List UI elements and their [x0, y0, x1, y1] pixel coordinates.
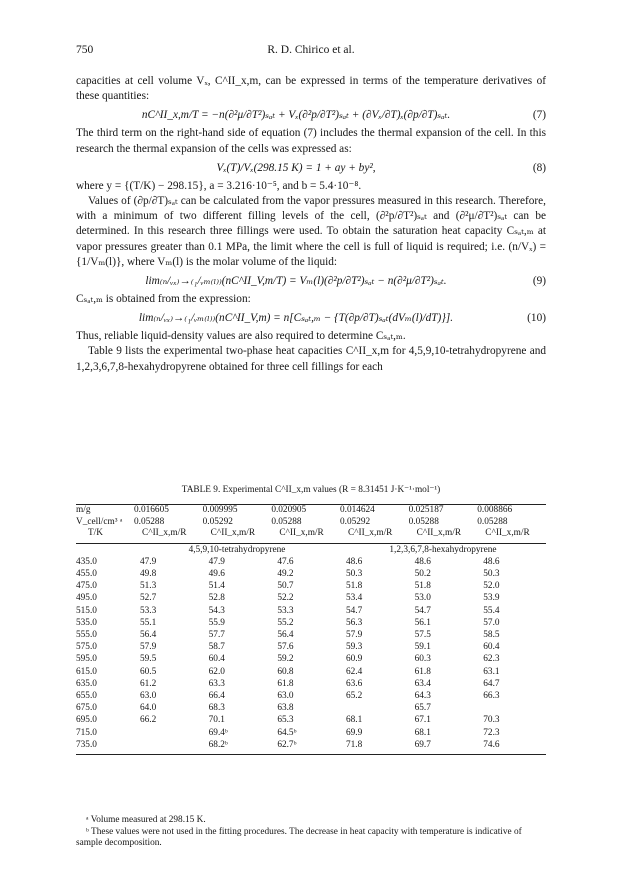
temperature-cell: 595.0 [76, 654, 97, 665]
heat-capacity-cell: 63.8 [277, 703, 294, 714]
unit-cell: C^II_x,m/R [279, 528, 324, 538]
group-label-hexahydropyrene: 1,2,3,6,7,8-hexahydropyrene [389, 544, 497, 555]
temperature-cell: 535.0 [76, 617, 97, 628]
heat-capacity-cell [134, 739, 203, 751]
mass-cell: 0.009995 [202, 505, 238, 515]
table-row [76, 666, 546, 678]
unit-cell: C^II_x,m/R [347, 528, 393, 538]
heat-capacity-cell: 47.6 [277, 556, 294, 567]
heat-capacity-cell: 60.4 [483, 642, 500, 653]
heat-capacity-cell: 63.3 [208, 678, 225, 689]
heat-capacity-cell [477, 702, 546, 714]
heat-capacity-cell: 70.3 [483, 715, 500, 726]
footnote-b: ᵇ These values were not used in the fitting procedures. The decrease in heat capacity with temperature is indicative of sample decomposition. [76, 826, 522, 848]
paragraph: Cₛₐₜ,ₘ is obtained from the expression: [76, 293, 251, 306]
volume-cell: 0.05292 [202, 516, 233, 527]
equation-expression: lim₍ₙ/ᵥₓ₎→₍₁/ᵥₘ₍ₗ₎₎(nC^II_V,m/T) = Vₘ(l)(∂²p/∂T²)ₛₐₜ − n(∂²μ/∂T²)ₛₐₜ. [145, 275, 447, 288]
table-row [76, 580, 546, 592]
heat-capacity-cell: 52.7 [140, 593, 157, 604]
mass-cell: 0.016605 [134, 505, 169, 515]
heat-capacity-cell: 56.4 [140, 629, 157, 640]
heat-capacity-cell: 57.9 [140, 642, 157, 653]
heat-capacity-cell: 59.5 [140, 654, 157, 665]
footnote-a: ᵃ Volume measured at 298.15 K. [86, 815, 206, 825]
equation-number: (9) [532, 275, 546, 288]
table-row [76, 727, 546, 739]
data-table [76, 504, 546, 755]
paragraph: Values of (∂p/∂T)ₛₐₜ can be calculated from the vapor pressures measured in this research. Therefore, with a minimum of two different filling levels of the cell, (∂²p/∂T²)ₛₐₜ and (∂²μ/∂T²)ₛₐₜ can be determined. In this research three fillings were used. To obtain the saturation heat capacity Cₛₐₜ,ₘ at vapor pressures greater than 0.1 MPa, the limit where the cell is full of liquid is required; i.e. (n/Vₓ) = {1/Vₘ(l)}, where Vₘ(l) is the molar volume of the liquid: [76, 195, 546, 268]
equation-10 [76, 307, 546, 329]
heat-capacity-cell: 49.6 [208, 568, 225, 579]
table-row [76, 592, 546, 604]
heat-capacity-cell: 69.7 [414, 739, 431, 750]
unit-cell: C^II_x,m/R [210, 528, 256, 538]
heat-capacity-cell: 65.2 [345, 690, 363, 701]
heat-capacity-cell: 50.3 [483, 568, 500, 579]
heat-capacity-cell: 64.7 [483, 678, 500, 689]
temperature-cell: 575.0 [76, 642, 97, 653]
mass-cell: 0.020905 [271, 505, 307, 515]
heat-capacity-cell: 63.0 [277, 690, 294, 701]
temperature-cell: 495.0 [76, 593, 97, 604]
temperature-cell: 675.0 [76, 703, 97, 714]
temperature-cell: 655.0 [76, 690, 97, 701]
heat-capacity-cell: 50.3 [345, 568, 363, 579]
equation-expression: Vₓ(T)/Vₓ(298.15 K) = 1 + ay + by², [216, 161, 376, 174]
equation-8 [76, 157, 546, 179]
heat-capacity-cell: 60.3 [414, 654, 431, 665]
heat-capacity-cell: 53.0 [414, 593, 431, 604]
heat-capacity-cell: 50.7 [277, 581, 294, 592]
mass-label: m/g [76, 505, 91, 515]
heat-capacity-cell [134, 727, 203, 739]
heat-capacity-cell: 66.3 [483, 690, 500, 701]
temperature-cell: 615.0 [76, 666, 97, 677]
page-header [76, 44, 546, 60]
heat-capacity-cell: 51.8 [414, 581, 431, 592]
heat-capacity-cell: 55.9 [208, 617, 225, 628]
paragraph: Thus, reliable liquid-density values are also required to determine Cₛₐₜ,ₘ. [76, 330, 406, 343]
temperature-cell: 455.0 [76, 568, 97, 579]
heat-capacity-cell: 52.8 [208, 593, 225, 604]
heat-capacity-cell: 53.3 [277, 605, 294, 616]
heat-capacity-cell: 56.1 [414, 617, 431, 628]
table-row [76, 653, 546, 665]
heat-capacity-cell: 58.7 [208, 642, 225, 653]
heat-capacity-cell: 54.7 [345, 605, 363, 616]
heat-capacity-cell: 57.9 [345, 629, 363, 640]
group-label-tetrahydropyrene: 4,5,9,10-tetrahydropyrene [188, 544, 286, 555]
unit-row [76, 528, 546, 540]
heat-capacity-cell: 69.4ᵇ [208, 727, 228, 738]
heat-capacity-cell: 52.2 [277, 593, 294, 604]
footnotes [76, 815, 546, 850]
paragraph: capacities at cell volume Vₓ, C^II_x,m, can be expressed in terms of the temperature derivatives of these quantities: [76, 75, 546, 103]
heat-capacity-cell: 65.3 [277, 715, 294, 726]
heat-capacity-cell: 58.5 [483, 629, 500, 640]
heat-capacity-cell: 72.3 [483, 727, 500, 738]
heat-capacity-cell: 54.7 [414, 605, 431, 616]
mass-row [76, 505, 546, 517]
volume-cell: 0.05288 [408, 516, 439, 527]
equation-expression: lim₍ₙ/ᵥₓ₎→₍₁/ᵥₘ₍ₗ₎₎(nC^II_V,m) = n[Cₛₐₜ,ₘ − {T(∂p/∂T)ₛₐₜ(dVₘ(l)/dT)}]. [138, 312, 454, 325]
heat-capacity-cell: 48.6 [414, 556, 431, 567]
heat-capacity-cell: 68.2ᵇ [208, 739, 228, 750]
heat-capacity-cell: 49.8 [140, 568, 157, 579]
heat-capacity-cell: 68.1 [345, 715, 363, 726]
volume-cell: 0.05288 [271, 516, 302, 527]
heat-capacity-cell: 63.0 [140, 690, 157, 701]
heat-capacity-cell: 57.0 [483, 617, 500, 628]
heat-capacity-cell: 60.9 [345, 654, 363, 665]
paragraph: The third term on the right-hand side of equation (7) includes the thermal expansion of the cell. In this research the thermal expansion of the cells was expressed as: [76, 127, 546, 155]
temperature-cell: 435.0 [76, 556, 97, 567]
heat-capacity-cell: 52.0 [483, 581, 500, 592]
volume-cell: 0.05292 [339, 516, 371, 527]
heat-capacity-cell: 62.7ᵇ [277, 739, 297, 750]
equation-7 [76, 104, 546, 126]
heat-capacity-cell: 71.8 [345, 739, 363, 750]
heat-capacity-cell: 53.3 [140, 605, 157, 616]
heat-capacity-cell [340, 702, 409, 714]
table-row [76, 641, 546, 653]
table-header [76, 505, 546, 540]
table-row [76, 702, 546, 714]
heat-capacity-cell: 50.2 [414, 568, 431, 579]
table-row [76, 629, 546, 641]
heat-capacity-cell: 56.3 [345, 617, 363, 628]
equation-expression: nC^II_x,m/T = −n(∂²μ/∂T²)ₛₐₜ + Vₓ(∂²p/∂T²)ₛₐₜ + (∂Vₓ/∂T)ₓ(∂p/∂T)ₛₐₜ. [141, 109, 451, 122]
heat-capacity-cell: 64.0 [140, 703, 157, 714]
heat-capacity-cell: 70.1 [208, 715, 225, 726]
heat-capacity-cell: 63.4 [414, 678, 431, 689]
table-row [76, 739, 546, 751]
heat-capacity-cell: 62.0 [208, 666, 225, 677]
heat-capacity-cell: 66.2 [140, 715, 157, 726]
heat-capacity-cell: 51.3 [140, 581, 157, 592]
equation-9 [76, 270, 546, 292]
heat-capacity-cell: 64.3 [414, 690, 431, 701]
temperature-cell: 695.0 [76, 715, 97, 726]
heat-capacity-cell: 57.6 [277, 642, 294, 653]
volume-row [76, 517, 546, 529]
heat-capacity-cell: 47.9 [140, 556, 157, 567]
table-row [76, 568, 546, 580]
page-number: 750 [76, 44, 94, 56]
heat-capacity-cell: 49.2 [277, 568, 294, 579]
unit-cell: C^II_x,m/R [142, 528, 187, 538]
table-rows [76, 556, 546, 751]
equation-number: (7) [532, 109, 546, 122]
heat-capacity-cell: 61.8 [277, 678, 294, 689]
temperature-cell: 735.0 [76, 739, 97, 750]
heat-capacity-cell: 62.3 [483, 654, 500, 665]
heat-capacity-cell: 68.1 [414, 727, 431, 738]
heat-capacity-cell: 55.2 [277, 617, 294, 628]
temperature-cell: 555.0 [76, 629, 97, 640]
unit-cell: C^II_x,m/R [416, 528, 462, 538]
heat-capacity-cell: 57.7 [208, 629, 225, 640]
heat-capacity-cell: 60.5 [140, 666, 157, 677]
temperature-cell: 515.0 [76, 605, 97, 616]
heat-capacity-cell: 55.4 [483, 605, 500, 616]
table-bottom-rule [76, 754, 546, 755]
heat-capacity-cell: 60.4 [208, 654, 225, 665]
equation-number: (8) [532, 161, 546, 174]
heat-capacity-cell: 60.8 [277, 666, 294, 677]
heat-capacity-cell: 51.8 [345, 581, 363, 592]
temperature-cell: 715.0 [76, 727, 97, 738]
heat-capacity-cell: 53.4 [345, 593, 363, 604]
table-body [76, 544, 546, 751]
heat-capacity-cell: 62.4 [345, 666, 363, 677]
heat-capacity-cell: 69.9 [345, 727, 363, 738]
volume-label: V_cell/cm³ ᵃ [76, 516, 123, 527]
mass-cell: 0.025187 [408, 505, 444, 515]
heat-capacity-cell: 59.2 [277, 654, 294, 665]
heat-capacity-cell: 63.6 [345, 678, 363, 689]
table-caption: TABLE 9. Experimental C^II_x,m values (R = 8.31451 J·K⁻¹·mol⁻¹) [181, 485, 441, 495]
heat-capacity-cell: 61.2 [140, 678, 157, 689]
heat-capacity-cell: 67.1 [414, 715, 431, 726]
heat-capacity-cell: 56.4 [277, 629, 294, 640]
unit-cell: C^II_x,m/R [485, 528, 530, 538]
group-row [76, 544, 546, 556]
table-row [76, 678, 546, 690]
temperature-cell: 635.0 [76, 678, 97, 689]
volume-cell: 0.05288 [134, 516, 165, 527]
table-row [76, 556, 546, 568]
heat-capacity-cell: 48.6 [345, 556, 363, 567]
body-text [76, 74, 546, 375]
equation-number: (10) [527, 312, 546, 325]
heat-capacity-cell: 57.5 [414, 629, 431, 640]
table-row [76, 690, 546, 702]
temperature-label: T/K [88, 528, 103, 538]
heat-capacity-cell: 63.1 [483, 666, 500, 677]
temperature-cell: 475.0 [76, 581, 97, 592]
heat-capacity-cell: 48.6 [483, 556, 500, 567]
paragraph: Table 9 lists the experimental two-phase heat capacities C^II_x,m for 4,5,9,10-tetrahydropyrene and 1,2,3,6,7,8-hexahydropyrene obtained for three cell fillings for each [76, 345, 546, 373]
mass-cell: 0.008866 [477, 505, 513, 515]
table-row [76, 714, 546, 726]
heat-capacity-cell: 59.1 [414, 642, 431, 653]
heat-capacity-cell: 61.8 [414, 666, 431, 677]
paragraph: where y = {(T/K) − 298.15}, a = 3.216·10⁻⁵, and b = 5.4·10⁻⁸. [76, 179, 362, 192]
table-row [76, 617, 546, 629]
heat-capacity-cell: 54.3 [208, 605, 225, 616]
heat-capacity-cell: 53.9 [483, 593, 500, 604]
heat-capacity-cell: 55.1 [140, 617, 157, 628]
running-head: R. D. Chirico et al. [267, 44, 355, 56]
heat-capacity-cell: 74.6 [483, 739, 500, 750]
heat-capacity-cell: 51.4 [208, 581, 225, 592]
heat-capacity-cell: 47.9 [208, 556, 225, 567]
heat-capacity-cell: 68.3 [208, 703, 225, 714]
heat-capacity-cell: 64.5ᵇ [277, 727, 297, 738]
heat-capacity-cell: 66.4 [208, 690, 225, 701]
volume-cell: 0.05288 [477, 516, 508, 527]
heat-capacity-cell: 65.7 [414, 703, 431, 714]
mass-cell: 0.014624 [339, 505, 375, 515]
table-row [76, 605, 546, 617]
heat-capacity-cell: 59.3 [345, 642, 363, 653]
